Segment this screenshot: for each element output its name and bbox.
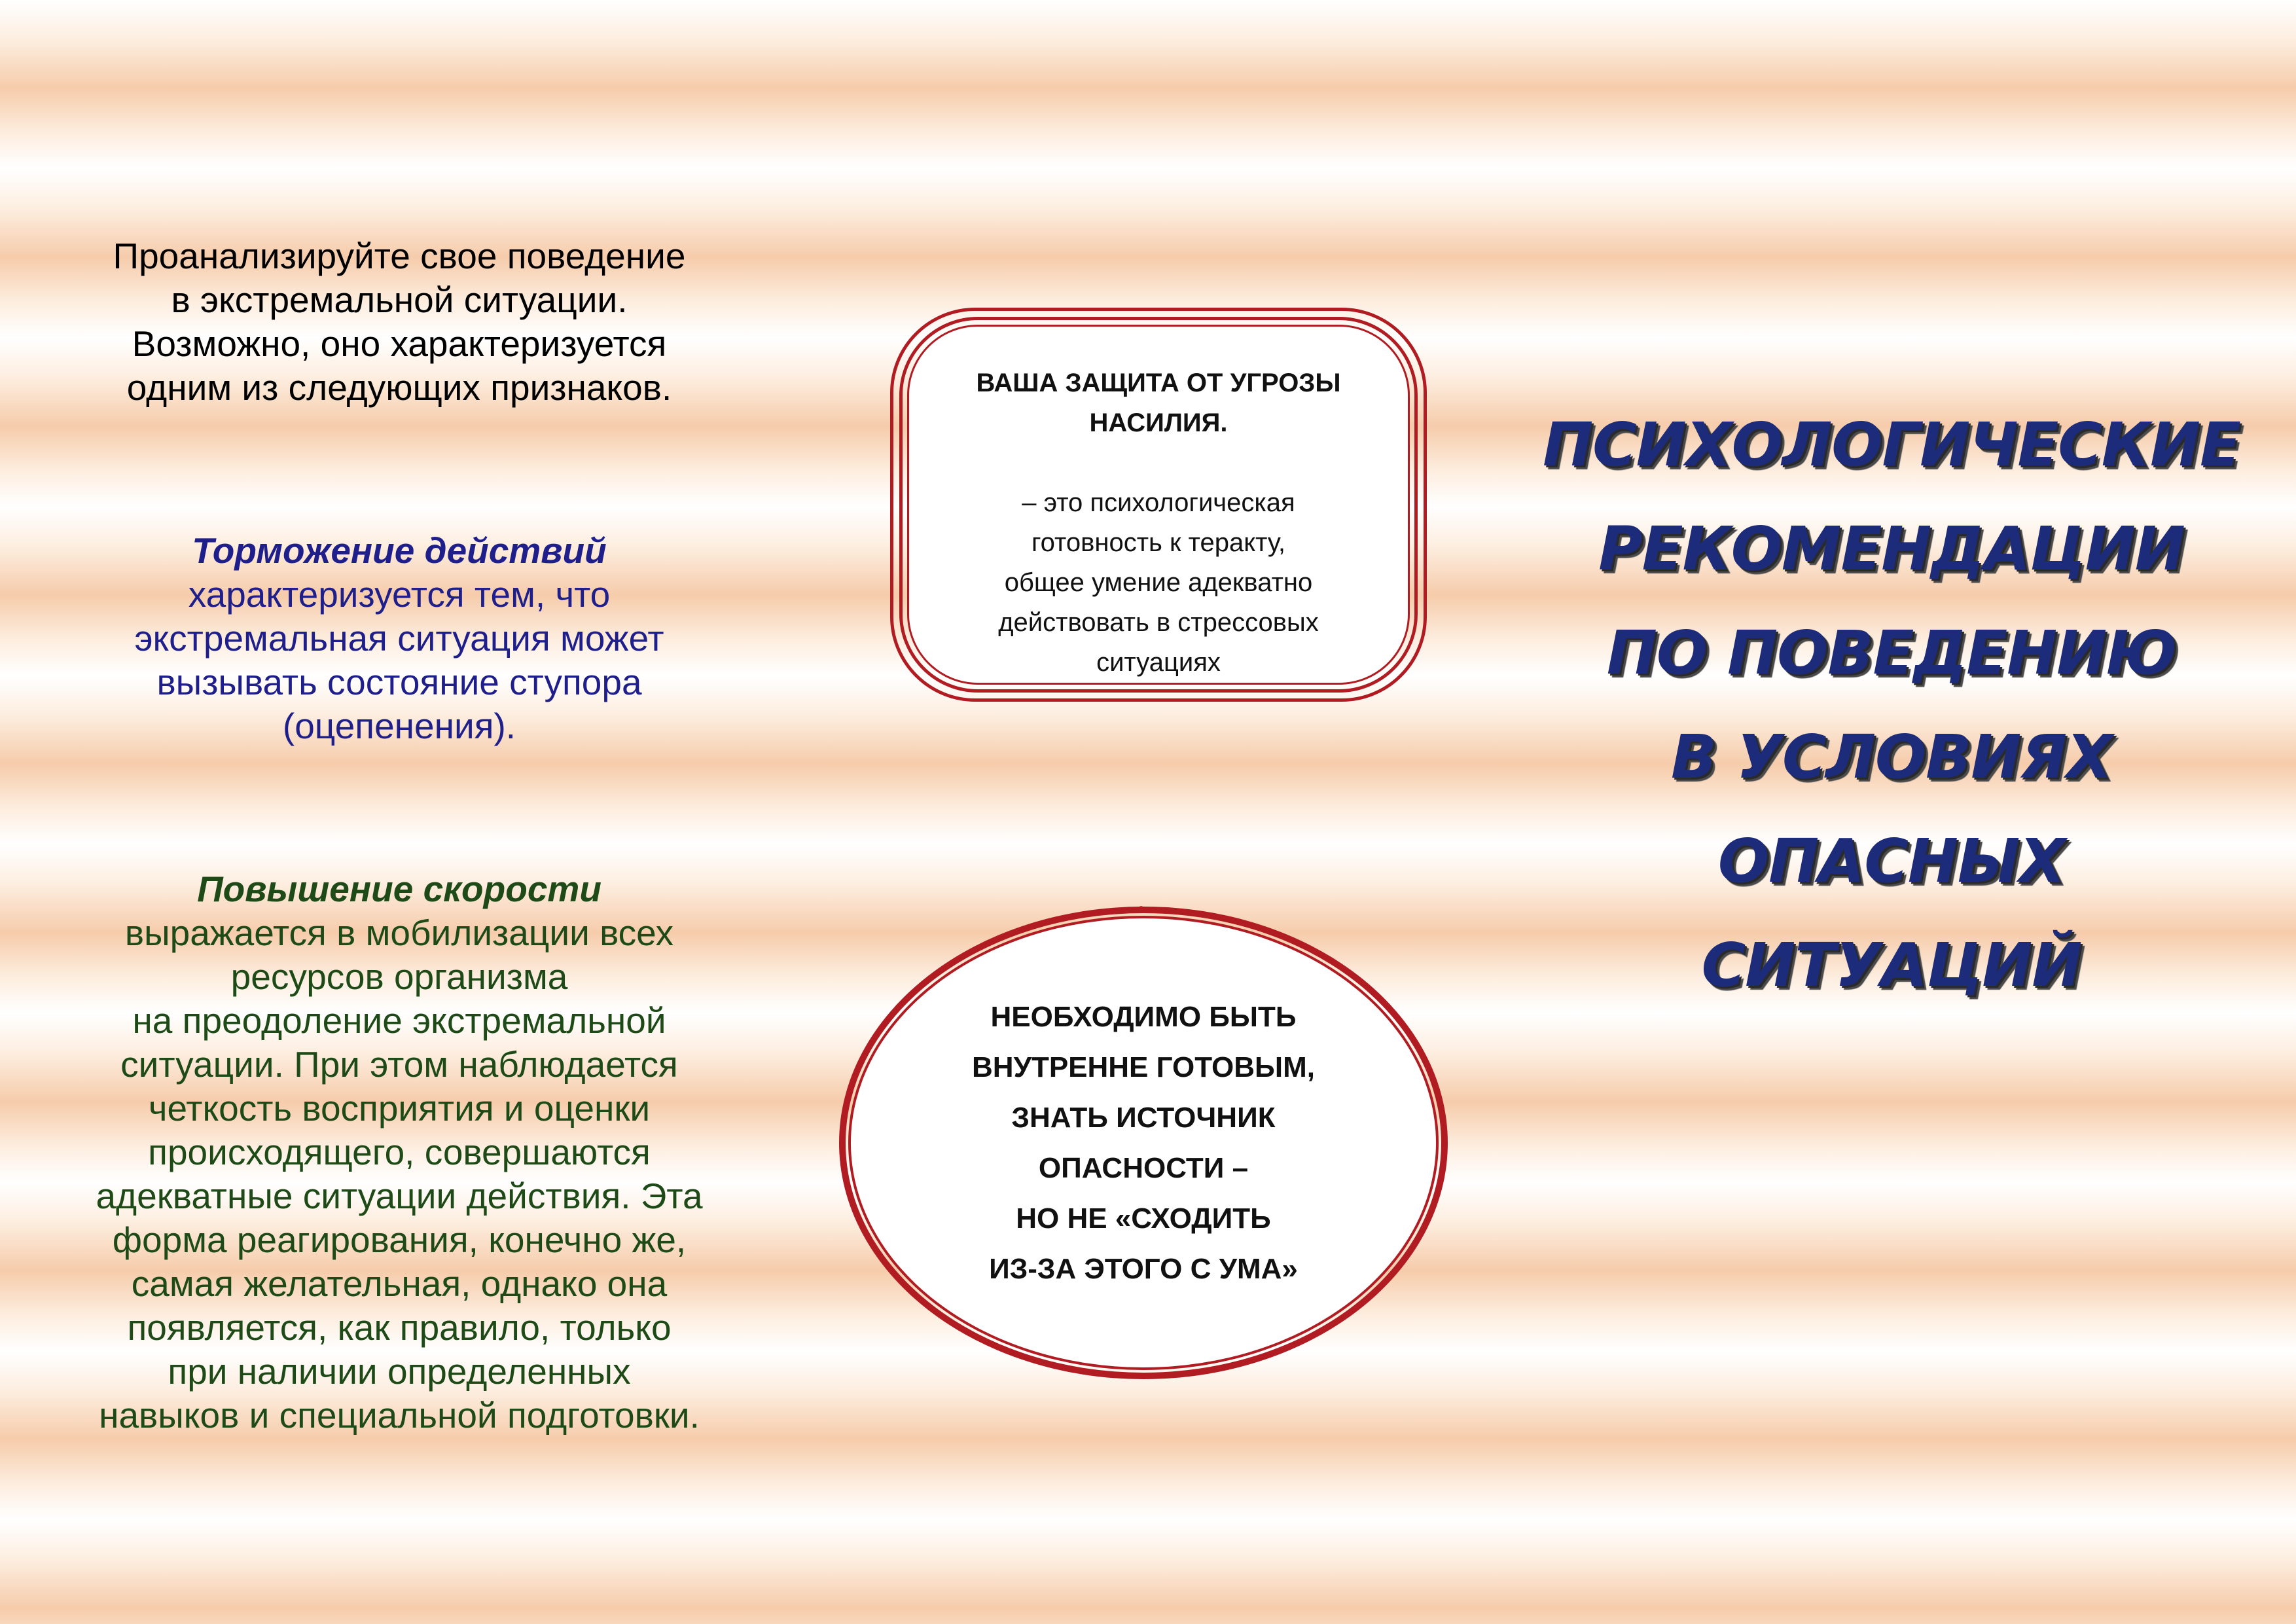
speed-line: четкость восприятия и оценки — [148, 1088, 651, 1128]
speed-heading: Повышение скорости — [197, 869, 601, 909]
title-line: В УСЛОВИЯХ — [1670, 722, 2113, 792]
braking-heading: Торможение действий — [192, 530, 607, 571]
ready-ellipse-line: ОПАСНОСТИ – — [1038, 1152, 1249, 1184]
braking-section — [52, 529, 746, 748]
intro-line: одним из следующих признаков. — [126, 367, 672, 408]
protection-box-title-line: НАСИЛИЯ. — [1089, 408, 1228, 437]
title-line: ОПАСНЫХ — [1717, 826, 2066, 896]
title-line: СИТУАЦИЙ — [1701, 930, 2082, 1000]
ready-ellipse-line: НО НЕ «СХОДИТЬ — [1016, 1202, 1271, 1235]
protection-box-frame — [899, 317, 1418, 693]
protection-box-line: готовность к теракту, — [1031, 528, 1286, 557]
protection-box-content — [907, 325, 1410, 685]
speed-line: появляется, как правило, только — [127, 1307, 672, 1348]
protection-box-line: действовать в стрессовых — [998, 608, 1319, 637]
intro-line: в экстремальной ситуации. — [171, 280, 628, 320]
protection-box-line: общее умение адекватно — [1004, 568, 1313, 597]
speed-line: форма реагирования, конечно же, — [112, 1219, 687, 1260]
ready-ellipse-line: ИЗ-ЗА ЭТОГО С УМА» — [989, 1253, 1298, 1285]
speed-line: ситуации. При этом наблюдается — [120, 1044, 678, 1085]
title-line: РЕКОМЕНДАЦИИ — [1598, 514, 2185, 584]
braking-line: экстремальная ситуация может — [134, 618, 664, 659]
speed-line: навыков и специальной подготовки. — [99, 1395, 700, 1435]
ready-ellipse — [839, 907, 1448, 1379]
intro-line: Возможно, оно характеризуется — [132, 323, 667, 364]
intro-paragraph — [52, 234, 746, 410]
leaflet-title — [1525, 393, 2258, 1017]
spacer — [909, 443, 1408, 483]
title-line: ПСИХОЛОГИЧЕСКИЕ — [1543, 410, 2240, 480]
speed-line: происходящего, совершаются — [148, 1132, 651, 1172]
protection-box-line: ситуациях — [1096, 648, 1221, 677]
protection-box — [890, 308, 1427, 702]
speed-line: выражается в мобилизации всех — [124, 912, 674, 953]
braking-line: вызывать состояние ступора — [156, 662, 642, 702]
title-line: ПО ПОВЕДЕНИЮ — [1606, 618, 2177, 688]
speed-line: ресурсов организма — [230, 956, 568, 997]
ready-ellipse-line: НЕОБХОДИМО БЫТЬ — [990, 1001, 1297, 1033]
intro-line: Проанализируйте свое поведение — [113, 236, 686, 276]
braking-line: (оцепенения). — [282, 706, 516, 746]
ready-ellipse-line: ВНУТРЕННЕ ГОТОВЫМ, — [972, 1051, 1315, 1083]
braking-line: характеризуется тем, что — [188, 574, 611, 615]
ready-ellipse-content — [848, 916, 1439, 1370]
protection-box-title-line: ВАША ЗАЩИТА ОТ УГРОЗЫ — [976, 369, 1341, 397]
speed-line: самая желательная, однако она — [131, 1263, 668, 1304]
speed-section — [52, 867, 746, 1437]
protection-box-line: – это психологическая — [1022, 488, 1295, 517]
ready-ellipse-line: ЗНАТЬ ИСТОЧНИК — [1011, 1102, 1276, 1134]
speed-line: при наличии определенных — [168, 1351, 631, 1392]
speed-line: адекватные ситуации действия. Эта — [96, 1176, 703, 1216]
speed-line: на преодоление экстремальной — [132, 1000, 666, 1041]
